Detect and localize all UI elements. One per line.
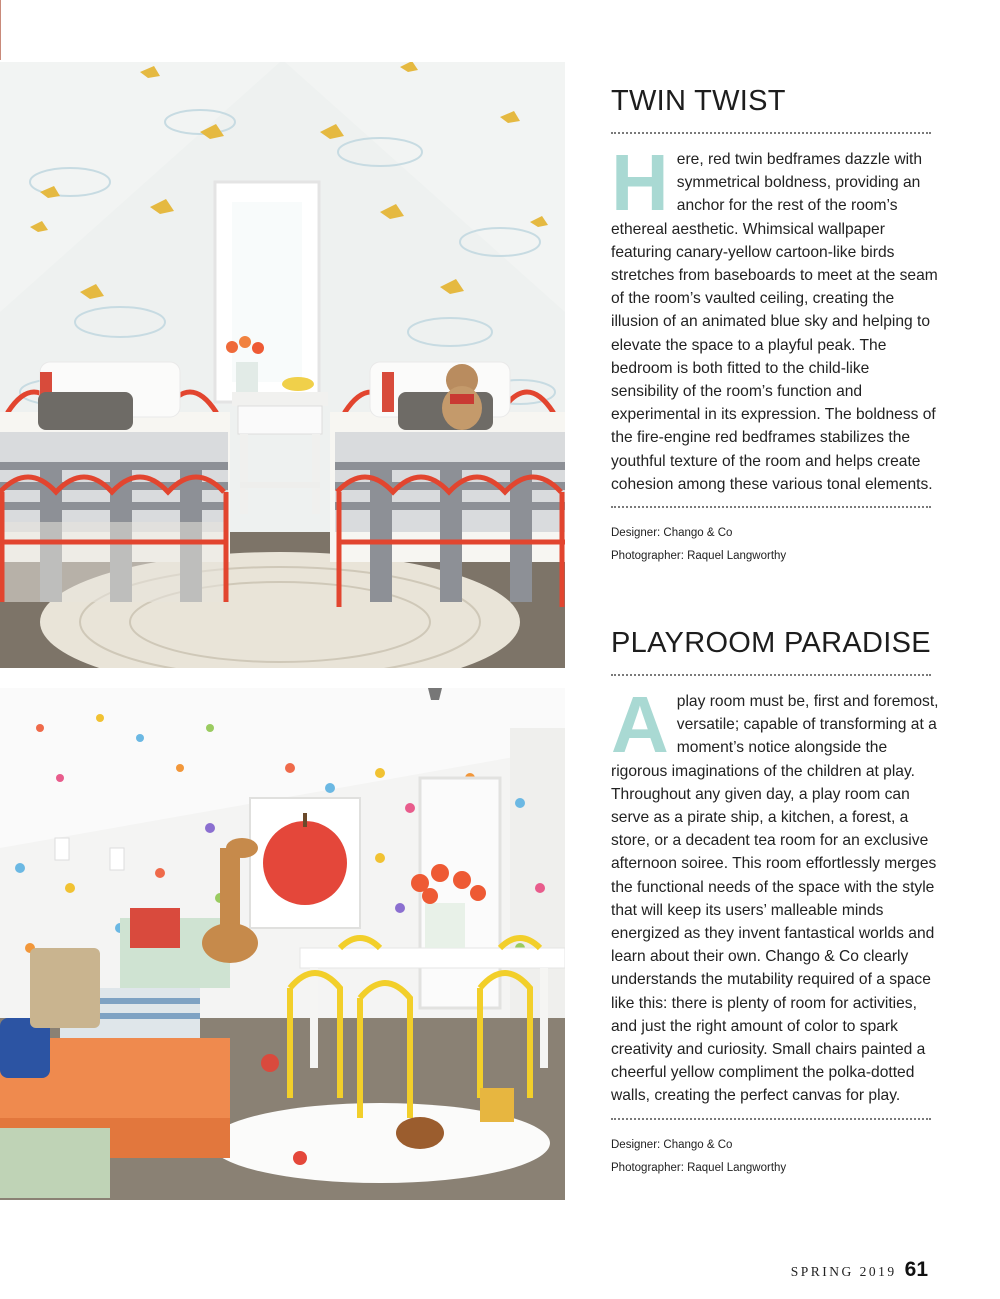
playroom-photo <box>0 688 565 1200</box>
credits <box>611 522 941 568</box>
bedroom-photo <box>0 62 565 668</box>
article-title: TWIN TWIST <box>611 85 786 117</box>
article-title: PLAYROOM PARADISE <box>611 627 931 659</box>
dotted-divider <box>611 674 931 676</box>
drop-cap: H <box>611 138 669 227</box>
article-body <box>611 138 941 496</box>
dotted-divider <box>611 1118 931 1120</box>
page-number: 61 <box>904 1258 928 1281</box>
issue-season: SPRING 2019 <box>790 1264 897 1279</box>
drop-cap: A <box>611 680 669 769</box>
article-body-text: ere, red twin bedframes dazzle with symmetrical boldness, providing an anchor for the rest of the room’s ethereal aesthetic. Whimsical wallpaper featuring canary-yellow cartoon-like birds stretches from baseboards to meet at the seam of the room’s vaulted ceiling, creating the illusion of an animated blue sky and helping to elevate the space to a playful peak. The bedroom is both fitted to the child-like sensibility of the room’s function and experimental in its expression. The boldness of the fire-engine red bedframes stabilizes the youthful texture of the room and helps create cohesion among these various tonal elements. <box>611 151 938 493</box>
photographer-credit: Photographer: Raquel Langworthy <box>611 550 787 563</box>
article-body <box>611 680 941 1108</box>
article-playroom-paradise <box>611 626 941 1180</box>
dotted-divider <box>611 506 931 508</box>
dotted-divider <box>611 132 931 134</box>
page-edge-rule <box>0 0 1 60</box>
credits <box>611 1134 941 1180</box>
article-body-text: play room must be, first and foremost, versatile; capable of transforming at a moment’s notice alongside the rigorous imaginations of the children at play. Throughout any given day, a play room can serve as a pirate ship, a kitchen, a forest, a store, or a decadent tea room for an exclusive afternoon soiree. This room effortlessly merges the functional needs of the space with the style that will keep its users’ malleable minds energized as they invent fantastical worlds and learn about their own. Chango & Co clearly understands the mutability required of a space like this: there is plenty of room for activities, and just the right amount of color to spark creativity and curiosity. Small chairs painted a cheerful yellow compliment the polka-dotted walls, creating the perfect canvas for play. <box>611 693 939 1105</box>
designer-credit: Designer: Chango & Co <box>611 527 733 540</box>
article-twin-twist <box>611 84 941 568</box>
photographer-credit: Photographer: Raquel Langworthy <box>611 1161 787 1174</box>
designer-credit: Designer: Chango & Co <box>611 1138 733 1151</box>
page-footer <box>791 1258 928 1282</box>
